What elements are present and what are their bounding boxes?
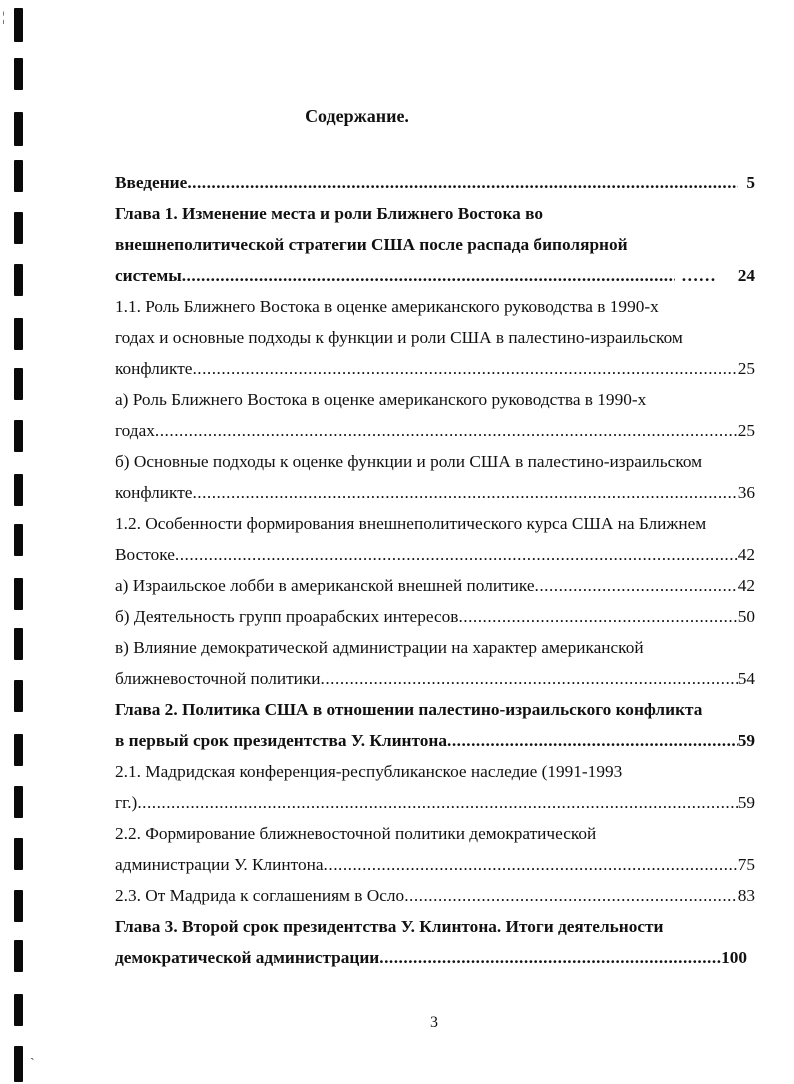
toc-page: 25 bbox=[737, 421, 755, 440]
toc-page: 75 bbox=[737, 855, 755, 874]
toc-entry-1-1a-line[interactable]: а) Роль Ближнего Востока в оценке американского руководства в 1990-х bbox=[115, 390, 647, 409]
toc-entry-2-1[interactable]: гг.) ..... 59 bbox=[115, 787, 755, 818]
toc-entry-1-1[interactable]: конфликте ..... 25 bbox=[115, 353, 755, 384]
toc-entry-2-2[interactable]: администрации У. Клинтона ..... 75 bbox=[115, 849, 755, 880]
toc-page: 36 bbox=[737, 483, 755, 502]
page-number: 3 bbox=[430, 1014, 438, 1031]
toc-entry-1-2[interactable]: Востоке ..... 42 bbox=[115, 539, 755, 570]
toc-page: 5 bbox=[746, 173, 755, 192]
toc-entry-2-3[interactable]: 2.3. От Мадрида к соглашениям в Осло ..... 83 bbox=[115, 880, 755, 911]
toc-entry-1-2c-line[interactable]: в) Влияние демократической администрации на характер американской bbox=[115, 638, 644, 657]
toc-entry-1-2b[interactable]: б) Деятельность групп проарабских интересов ..... 50 bbox=[115, 601, 755, 632]
toc-entry-1-2a[interactable]: а) Израильское лобби в американской внешней политике ..... 42 bbox=[115, 570, 755, 601]
toc-page: 25 bbox=[737, 359, 755, 378]
toc-entry-2-1-line[interactable]: 2.1. Мадридская конференция-республиканское наследие (1991-1993 bbox=[115, 762, 623, 781]
toc-entry-1-1-line[interactable]: 1.1. Роль Ближнего Востока в оценке американского руководства в 1990-х bbox=[115, 297, 659, 316]
page-title: Содержание. bbox=[305, 106, 409, 126]
toc-page: 42 bbox=[737, 545, 755, 564]
toc-page: 24 bbox=[737, 266, 755, 285]
toc-page: 42 bbox=[737, 576, 755, 595]
toc-entry-intro[interactable]: Введение ..... 5 bbox=[115, 167, 755, 198]
binding-marks bbox=[0, 0, 40, 1084]
toc-page: 54 bbox=[737, 669, 755, 688]
toc-entry-ch3[interactable]: демократической администрации ..... 100 bbox=[115, 942, 747, 973]
toc-entry-1-1b-line[interactable]: б) Основные подходы к оценке функции и роли США в палестино-израильском bbox=[115, 452, 703, 471]
toc-page: 50 bbox=[737, 607, 755, 626]
scan-speck: ¦ bbox=[2, 10, 5, 25]
toc-entry-1-2c[interactable]: ближневосточной политики ..... 54 bbox=[115, 663, 755, 694]
toc-entry-ch2-line[interactable]: Глава 2. Политика США в отношении палестино-израильского конфликта bbox=[115, 700, 703, 719]
toc-entry-ch1-line[interactable]: внешнеполитической стратегии США после распада биполярной bbox=[115, 235, 628, 254]
toc-entry-ch2[interactable]: в первый срок президентства У. Клинтона ..... 59 bbox=[115, 725, 755, 756]
toc-entry-1-2-line[interactable]: 1.2. Особенности формирования внешнеполитического курса США на Ближнем bbox=[115, 514, 707, 533]
toc-entry-1-1-line[interactable]: годах и основные подходы к функции и роли США в палестино-израильском bbox=[115, 328, 683, 347]
toc-entry-1-1b[interactable]: конфликте ..... 36 bbox=[115, 477, 755, 508]
toc-page: 83 bbox=[737, 886, 755, 905]
toc-page: 59 bbox=[737, 793, 755, 812]
toc-page: 59 bbox=[737, 731, 755, 750]
toc-page: 100 bbox=[721, 948, 747, 967]
toc-entry-2-2-line[interactable]: 2.2. Формирование ближневосточной политики демократической bbox=[115, 824, 597, 843]
toc-entry-ch1[interactable]: системы ..... …… 24 bbox=[115, 260, 755, 291]
toc-entry-ch3-line[interactable]: Глава 3. Второй срок президентства У. Клинтона. Итоги деятельности bbox=[115, 917, 664, 936]
toc-entry-1-1a[interactable]: годах ..... 25 bbox=[115, 415, 755, 446]
toc-entry-ch1-line[interactable]: Глава 1. Изменение места и роли Ближнего Востока во bbox=[115, 204, 543, 223]
table-of-contents bbox=[115, 167, 755, 973]
scan-speck: ˎ bbox=[30, 1046, 35, 1061]
